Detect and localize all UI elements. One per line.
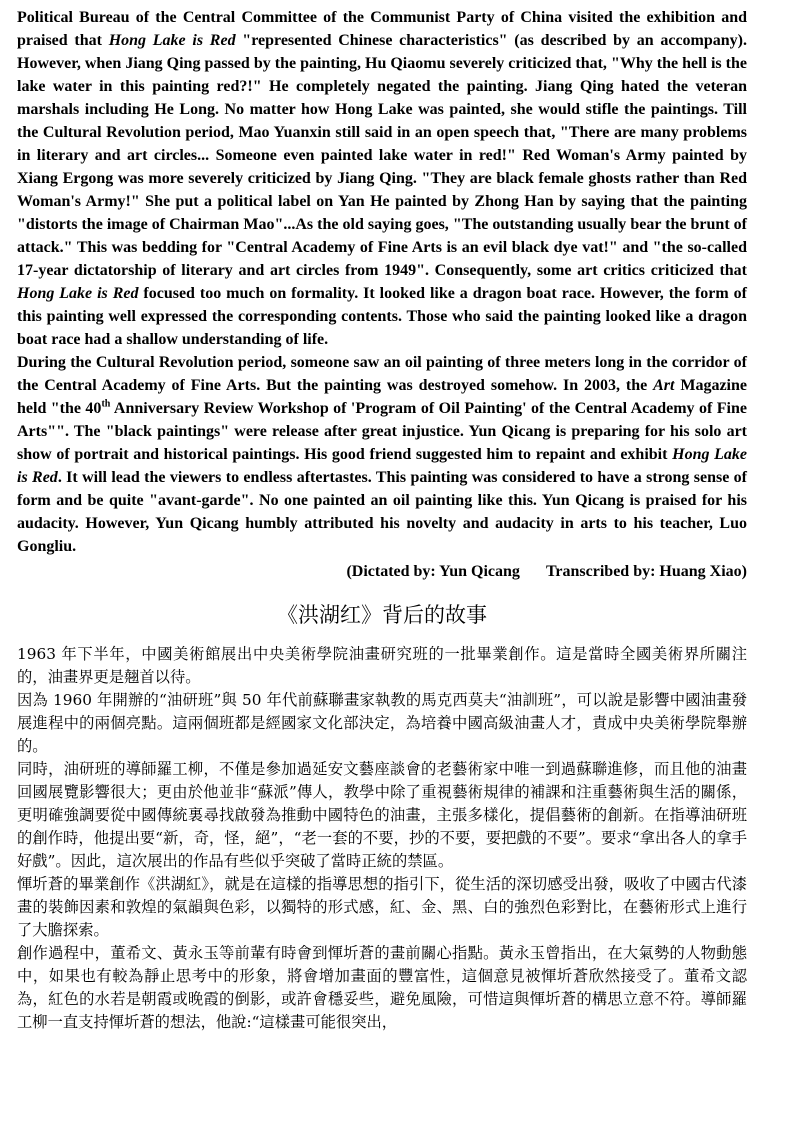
english-section <box>17 6 747 558</box>
document-page <box>17 6 747 1034</box>
magazine-title: Art <box>653 377 675 394</box>
credit-line <box>17 560 747 583</box>
credit-dictated: (Dictated by: Yun Qicang <box>346 563 520 580</box>
chinese-paragraph: 惲圻蒼的畢業創作《洪湖紅》，就是在這樣的指導思想的指引下，從生活的深切感受出發，吸收了中國古代漆畫的裝飾因素和敦煌的氣韻與色彩，以獨特的形式感，紅、金、黑、白的強烈色彩對比，在藝術形式上進行了大膽探索。 <box>17 875 747 939</box>
painting-title: Hong Lake is Red <box>108 32 236 49</box>
painting-title: Hong Lake is Red <box>17 285 139 302</box>
chinese-paragraph: 創作過程中，董希文、黃永玉等前輩有時會到惲圻蒼的畫前關心指點。黃永玉曾指出，在大氣勢的人物動態中，如果也有較為靜止思考中的形象，將會增加畫面的豐富性，這個意見被惲圻蒼欣然接受了。董希文認為，紅色的水若是朝霞或晚霞的倒影，或許會穩妥些，避免風險，可惜這與惲圻蒼的構思立意不符。導師羅工柳一直支持惲圻蒼的想法，他說:“這樣畫可能很突出， <box>17 944 747 1031</box>
chinese-paragraph: 同時，油研班的導師羅工柳，不僅是參加過延安文藝座談會的老藝術家中唯一到過蘇聯進修，而且他的油畫回國展覽影響很大；更由於他並非“蘇派”傳人，教學中除了重視藝術規律的補課和注重藝術與生活的關係，更明確強調要從中國傳統裏尋找啟發為推動中國特色的油畫，主張多樣化，提倡藝術的創新。在指導油研班的創作時，他提出要“新，奇，怪，絕”，“老一套的不要，抄的不要，要把戲的不要”。要求“拿出各人的拿手好戲”。因此，這次展出的作品有些似乎突破了當時正統的禁區。 <box>17 760 747 870</box>
painting-title: Hong Lake is Red <box>17 446 748 486</box>
english-paragraph-2: During the Cultural Revolution period, someone saw an oil painting of three meters long in the corridor of the Central Academy of Fine Arts. But the painting was destroyed somehow. In 2003, the Art Magazine held "the 40th Anniversary Review Workshop of 'Program of Oil Painting' of the Central Academy of Fine Arts"". The "black paintings" were release after great injustice. Yun Qicang is preparing for his solo art show of portrait and historical paintings. His good friend suggested him to repaint and exhibit Hong Lake is Red. It will lead the viewers to endless aftertastes. This painting was considered to have a strong sense of form and be quite "avant-garde". No one painted an oil painting like this. Yun Qicang is praised for his audacity. However, Yun Qicang humbly attributed his novelty and audacity in arts to his teacher, Luo Gongliu. <box>17 354 748 555</box>
credit-transcribed: Transcribed by: Huang Xiao) <box>545 563 747 580</box>
chinese-section <box>17 643 747 1034</box>
english-paragraph-1: Political Bureau of the Central Committee of the Communist Party of China visited the exhibition and praised that Hong Lake is Red "represented Chinese characteristics" (as described by an accompany). However, when Jiang Qing passed by the painting, Hu Qiaomu severely criticized that, "Why the hell is the lake water in this painting red?!" He completely negated the painting. Jiang Qing hated the veteran marshals including He Long. No matter how Hong Lake was painted, she would stifle the paintings. Till the Cultural Revolution period, Mao Yuanxin still said in an open speech that, "There are many problems in literary and art circles... Someone even painted lake water in red!" Red Woman's Army painted by Xiang Ergong was more severely criticized by Jiang Qing. "They are black female ghosts rather than Red Woman's Army!" She put a political label on Yan He painted by Zhong Han by saying that the painting "distorts the image of Chairman Mao"...As the old saying goes, "The outstanding usually bear the brunt of attack." This was bedding for "Central Academy of Fine Arts is an evil black dye vat!" and "the so-called 17-year dictatorship of literary and art circles from 1949". Consequently, some art critics criticized that Hong Lake is Red focused too much on formality. It looked like a dragon boat race. However, the form of this painting well expressed the corresponding contents. Those who said the painting looked like a dragon boat race had a shallow understanding of life. <box>17 9 748 348</box>
chinese-paragraph: 因為 1960 年開辦的“油研班”與 50 年代前蘇聯畫家執教的馬克西莫夫“油訓班”，可以說是影響中國油畫發展進程中的兩個亮點。這兩個班都是經國家文化部決定，為培養中國高級油畫人才，責成中央美術學院舉辦的。 <box>17 691 747 755</box>
chinese-paragraph: 1963 年下半年，中國美術館展出中央美術學院油畫研究班的一批畢業創作。這是當時全國美術界所關注的，油畫界更是翹首以待。 <box>17 645 747 686</box>
chinese-title: 《洪湖红》背后的故事 <box>277 603 487 627</box>
